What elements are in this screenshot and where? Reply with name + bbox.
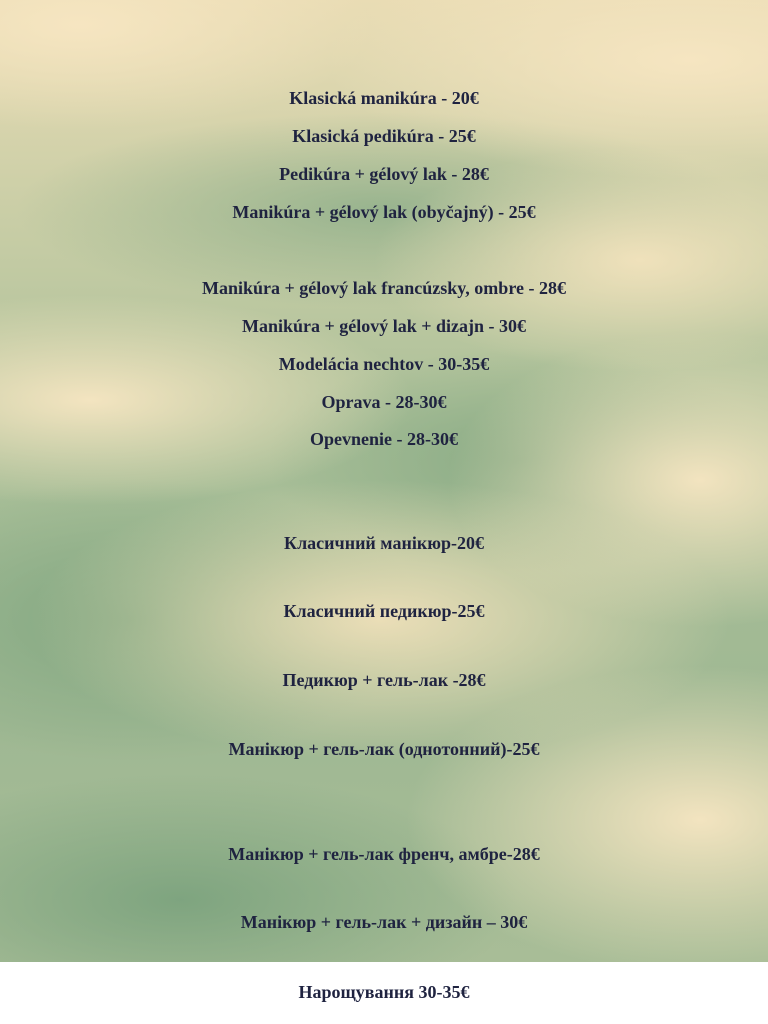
- price-item-sk-classic-manicure: Klasická manikúra - 20€: [289, 88, 479, 108]
- price-item-ua-classic-manicure: Класичний манікюр-20€: [284, 533, 484, 553]
- price-item-sk-nail-modeling: Modelácia nechtov - 30-35€: [278, 354, 490, 374]
- price-item-sk-manicure-design: Manikúra + gélový lak + dizajn - 30€: [241, 316, 527, 336]
- price-item-ua-pedicure-gel: Педикюр + гель-лак -28€: [282, 670, 486, 690]
- price-item-ua-manicure-gel: Манікюр + гель-лак (однотонний)-25€: [228, 739, 540, 759]
- price-item-sk-strengthening: Opevnenie - 28-30€: [310, 429, 458, 449]
- price-item-sk-manicure-gel: Manikúra + gélový lak (obyčajný) - 25€: [232, 202, 536, 222]
- price-item-ua-extensions: Нарощування 30-35€: [298, 982, 470, 1002]
- price-item-sk-manicure-french: Manikúra + gélový lak francúzsky, ombre - 28€: [202, 278, 566, 298]
- price-item-ua-manicure-design: Манікюр + гель-лак + дизайн – 30€: [240, 912, 528, 932]
- price-item-ua-manicure-french: Манікюр + гель-лак френч, амбре-28€: [228, 844, 540, 864]
- price-item-ua-classic-pedicure: Класичний педикюр-25€: [283, 601, 485, 621]
- price-item-sk-pedicure-gel: Pedikúra + gélový lak - 28€: [279, 164, 489, 184]
- price-item-sk-repair: Oprava - 28-30€: [321, 392, 447, 412]
- price-item-sk-classic-pedicure: Klasická pedikúra - 25€: [292, 126, 476, 146]
